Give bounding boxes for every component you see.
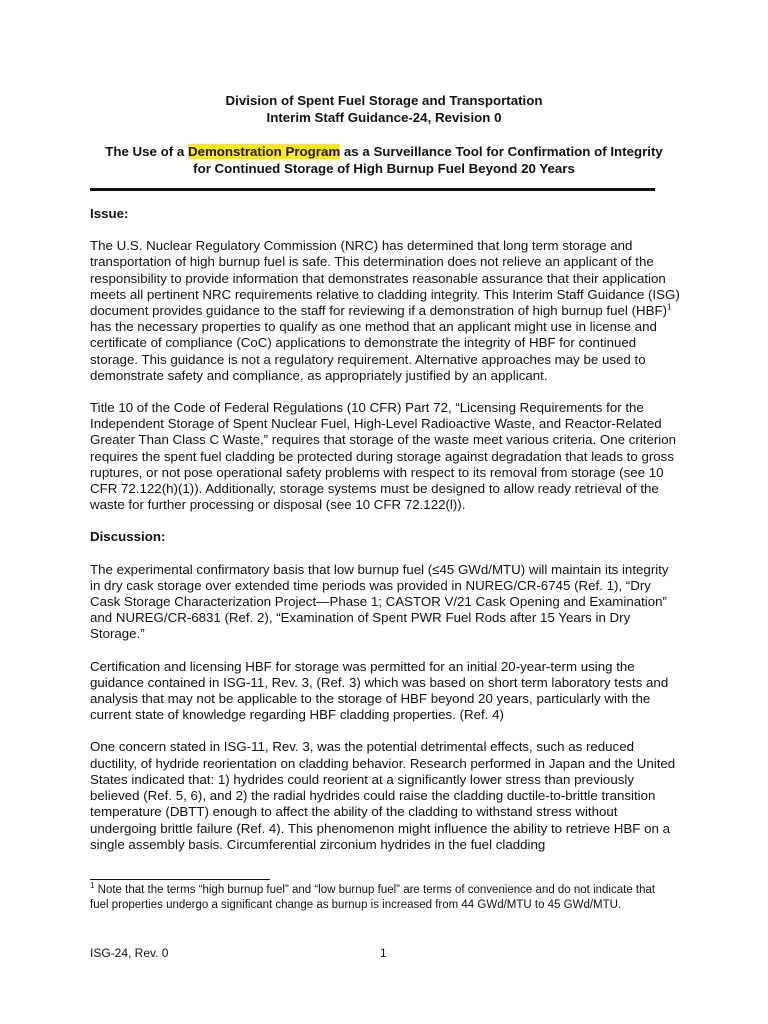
issue-heading: Issue: (90, 206, 129, 221)
footer-doc-id: ISG-24, Rev. 0 (90, 946, 169, 960)
footnote (90, 883, 670, 913)
guidance-line: Interim Staff Guidance-24, Revision 0 (266, 110, 502, 125)
issue-p1-part-a: The U.S. Nuclear Regulatory Commission (NRC) has determined that long term storage and transportation of high burnup fuel is safe. This determination does not relieve an applicant of the responsibility to provide information that demonstrates reasonable assurance that their application meets all pertinent NRC requirements relative to cladding integrity. This Interim Staff Guidance (ISG) document provides guidance to the staff for reviewing if a demonstration of high burnup fuel (HBF) (90, 238, 680, 319)
document-header (60, 92, 708, 177)
footnote-divider (90, 879, 270, 880)
footnote-text: Note that the terms “high burnup fuel” and “low burnup fuel” are terms of convenience and do not indicate that fuel properties undergo a significant change as burnup is increased from 44 GWd/MTU to 45 GWd/MTU. (90, 884, 656, 911)
title-suffix: as a Surveillance Tool for Confirmation of Integrity (340, 144, 663, 159)
title-divider (90, 188, 655, 191)
page-number: 1 (380, 946, 387, 960)
title-prefix: The Use of a (105, 144, 188, 159)
title-line-2: for Continued Storage of High Burnup Fuel Beyond 20 Years (193, 161, 575, 176)
footnote-mark: 1 (90, 881, 95, 891)
division-line: Division of Spent Fuel Storage and Transportation (225, 93, 543, 108)
highlighted-term: Demonstration Program (187, 144, 341, 159)
discussion-paragraph-3: One concern stated in ISG-11, Rev. 3, was the potential detrimental effects, such as reduced ductility, of hydride reorientation on cladding behavior. Research performed in Japan and the United States indicated that: 1) hydrides could reorient at a significantly lower stress than previously believed (Ref. 5, 6), and 2) the radial hydrides could raise the cladding ductile-to-brittle transition temperature (DBTT) enough to affect the ability of the cladding to withstand stress without undergoing brittle failure (Ref. 4). This phenomenon might influence the ability to retrieve HBF on a single assembly basis. Circumferential zirconium hydrides in the fuel cladding (90, 739, 676, 852)
footnote-reference[interactable]: 1 (667, 302, 672, 312)
document-body (90, 206, 682, 853)
discussion-heading: Discussion: (90, 529, 166, 545)
discussion-paragraph-1: The experimental confirmatory basis that low burnup fuel (≤45 GWd/MTU) will maintain its integrity in dry cask storage over extended time periods was provided in NUREG/CR-6745 (Ref. 1), “Dry Cask Storage Characterization Project—Phase 1; CASTOR V/21 Cask Opening and Examination” and NUREG/CR-6831 (Ref. 2), “Examination of Spent PWR Fuel Rods after 15 Years in Dry Storage.” (90, 561, 669, 642)
issue-p1-part-b: has the necessary properties to qualify as one method that an applicant might use in license and certificate of compliance (CoC) applications to demonstrate the integrity of HBF for continued storage. This guidance is not a regulatory requirement. Alternative approaches may be used to demonstrate safety and compliance, as appropriately justified by an applicant. (90, 319, 657, 383)
issue-paragraph-2: Title 10 of the Code of Federal Regulations (10 CFR) Part 72, “Licensing Requirements for the Independent Storage of Spent Nuclear Fuel, High-Level Radioactive Waste, and Reactor-Related Greater Than Class C Waste,” requires that storage of the waste meet various criteria. One criterion requires the spent fuel cladding be protected during storage against degradation that leads to gross ruptures, or not pose operational safety problems with respect to its removal from storage (see 10 CFR 72.122(h)(1)). Additionally, storage systems must be designed to allow ready retrieval of the waste for further processing or disposal (see 10 CFR 72.122(l)). (90, 400, 677, 513)
issue-paragraph-1 (90, 238, 682, 384)
title-line-1 (60, 143, 708, 160)
discussion-paragraph-2: Certification and licensing HBF for storage was permitted for an initial 20-year-term using the guidance contained in ISG-11, Rev. 3, (Ref. 3) which was based on short term laboratory tests and analysis that may not be applicable to the storage of HBF beyond 20 years, particularly with the current state of knowledge regarding HBF cladding properties. (Ref. 4) (90, 658, 669, 723)
document-title (60, 143, 708, 177)
